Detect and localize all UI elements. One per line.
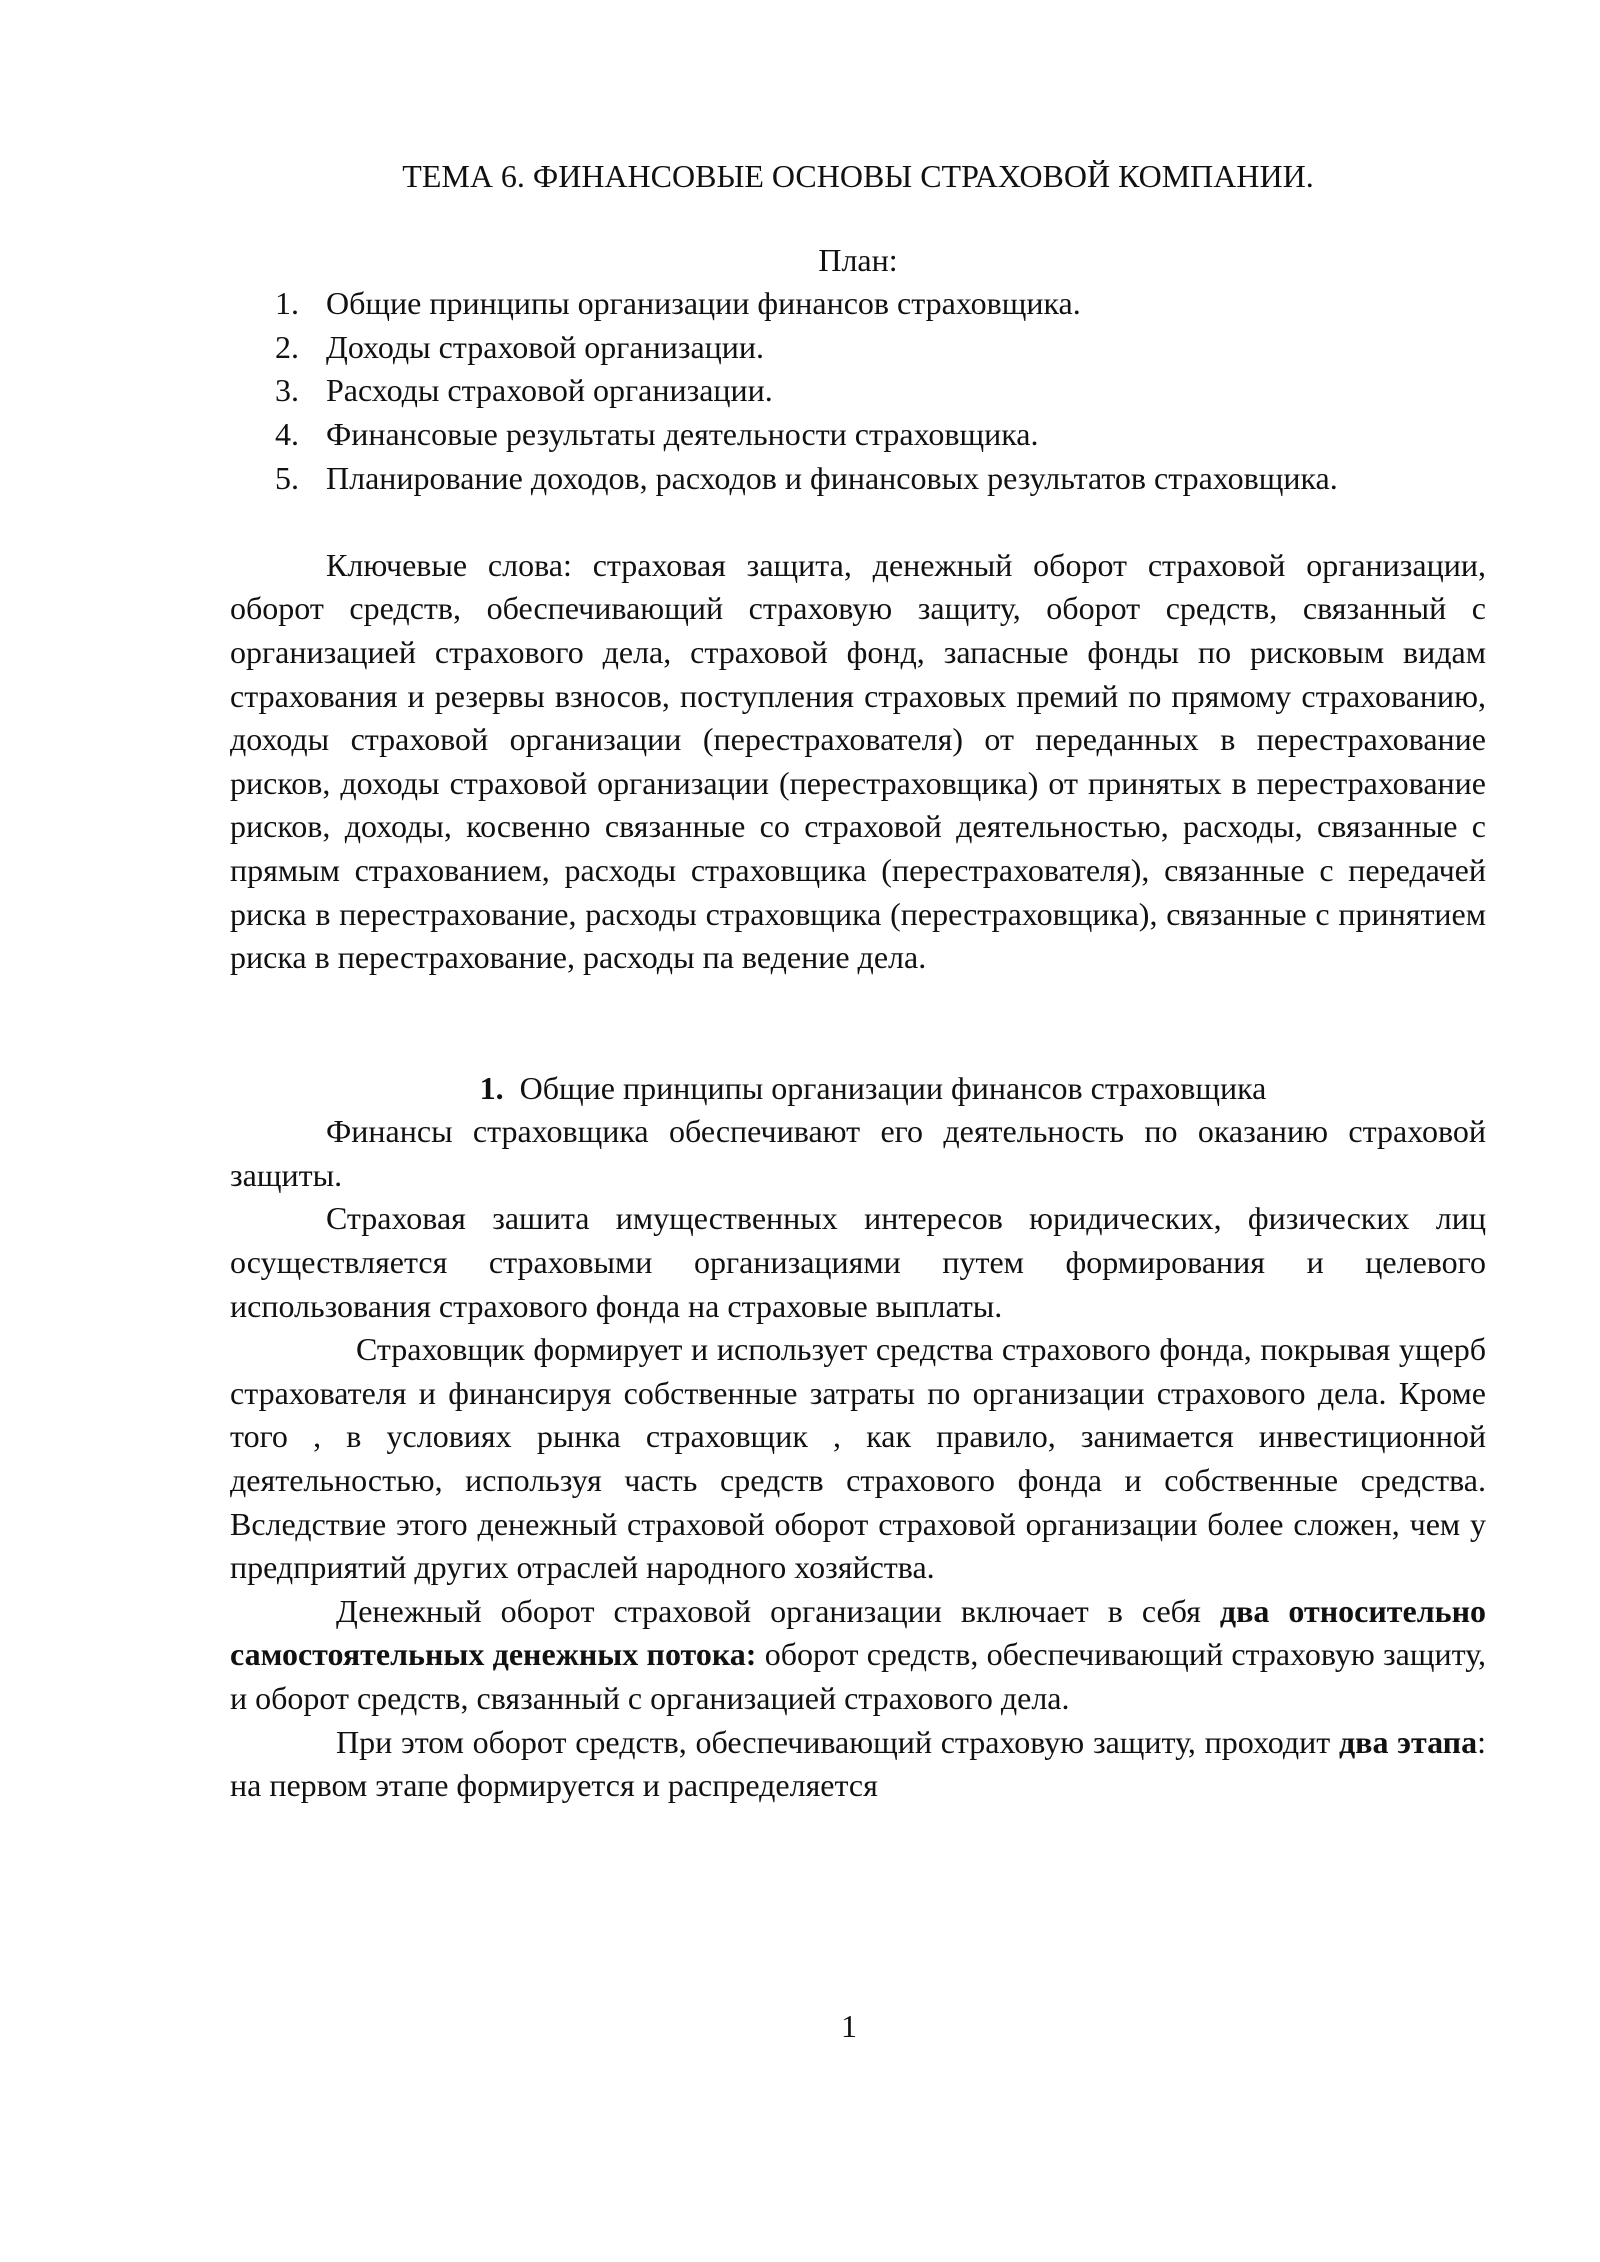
plan-item-text: Общие принципы организации финансов страховщика. xyxy=(326,285,1081,322)
plan-heading: План: xyxy=(818,241,898,278)
plan-item-number: 4. xyxy=(275,415,299,452)
body-paragraph: Финансы страховщика обеспечивают его деятельность по оказанию страховой защиты. xyxy=(230,1113,1486,1193)
bold-phrase: два относительно самостоятельных денежных потока: xyxy=(230,1592,1487,1673)
plan-item-number: 1. xyxy=(275,285,299,322)
plan-item xyxy=(230,282,1486,326)
plan-list xyxy=(230,282,1486,500)
document-title: ТЕМА 6. ФИНАНСОВЫЕ ОСНОВЫ СТРАХОВОЙ КОМПАНИИ. xyxy=(402,158,1314,194)
body-paragraph: Страховая зашита имущественных интересов юридических, физических лиц осуществляется страховыми организациями путем формирования и целевого использования страхового фонда на страховые выплаты. xyxy=(230,1200,1486,1324)
plan-item-text: Планирование доходов, расходов и финансовых результатов страховщика. xyxy=(326,459,1338,496)
plan-item xyxy=(230,326,1486,370)
bold-phrase: два этапа xyxy=(1338,1723,1478,1760)
body-paragraph xyxy=(230,1590,1486,1721)
plan-item-text: Финансовые результаты деятельности страховщика. xyxy=(326,415,1039,452)
plan-item-number: 2. xyxy=(275,328,299,365)
paragraph-text: При этом оборот средств, обеспечивающий страховую защиту, проходит xyxy=(336,1723,1339,1760)
plan-item xyxy=(230,413,1486,457)
page-number: 1 xyxy=(841,2008,857,2044)
plan-item xyxy=(230,369,1486,413)
plan-item-text: Расходы страховой организации. xyxy=(326,372,773,409)
paragraph-text: : на первом этапе формируется и распределяется xyxy=(230,1723,1487,1804)
section-number: 1. xyxy=(479,1069,504,1106)
body-paragraph xyxy=(230,1721,1486,1808)
paragraph-text: Денежный оборот страховой организации включает в себя xyxy=(336,1592,1220,1629)
plan-item-number: 5. xyxy=(275,459,299,496)
section-heading xyxy=(230,1067,1486,1111)
body-paragraph: Страховщик формирует и использует средства страхового фонда, покрывая ущерб страхователя и финансируя собственные затраты по организации страхового дела. Кроме того , в условиях рынка страховщик , как правило, занимается инвестиционной деятельностью, используя часть средств страхового фонда и собственные средства. Вследствие этого денежный страховой оборот страховой организации более сложен, чем у предприятий других отраслей народного хозяйства. xyxy=(230,1331,1486,1586)
paragraph-text: оборот средств, обеспечивающий страховую защиту, и оборот средств, связанный с организацией страхового дела. xyxy=(230,1636,1487,1716)
plan-item-number: 3. xyxy=(275,372,299,409)
document-page xyxy=(230,155,1486,1808)
keywords-paragraph: Ключевые слова: страховая защита, денежный оборот страховой организации, оборот средств, обеспечивающий страховую защиту, оборот средств, связанный с организацией страхового дела, страховой фонд, запасные фонды по рисковым видам страхования и резервы взносов, поступления страховых премий по прямому страхованию, доходы страховой организации (перестрахователя) от переданных в перестрахование рисков, доходы страховой организации (перестраховщика) от принятых в перестрахование рисков, доходы, косвенно связанные со страховой деятельностью, расходы, связанные с прямым страхованием, расходы страховщика (перестрахователя), связанные с передачей риска в перестрахование, расходы страховщика (перестраховщика), связанные с принятием риска в перестрахование, расходы па ведение дела. xyxy=(230,546,1486,976)
plan-item-text: Доходы страховой организации. xyxy=(326,328,765,365)
section-title: Общие принципы организации финансов страховщика xyxy=(519,1069,1267,1106)
plan-item xyxy=(230,457,1486,501)
